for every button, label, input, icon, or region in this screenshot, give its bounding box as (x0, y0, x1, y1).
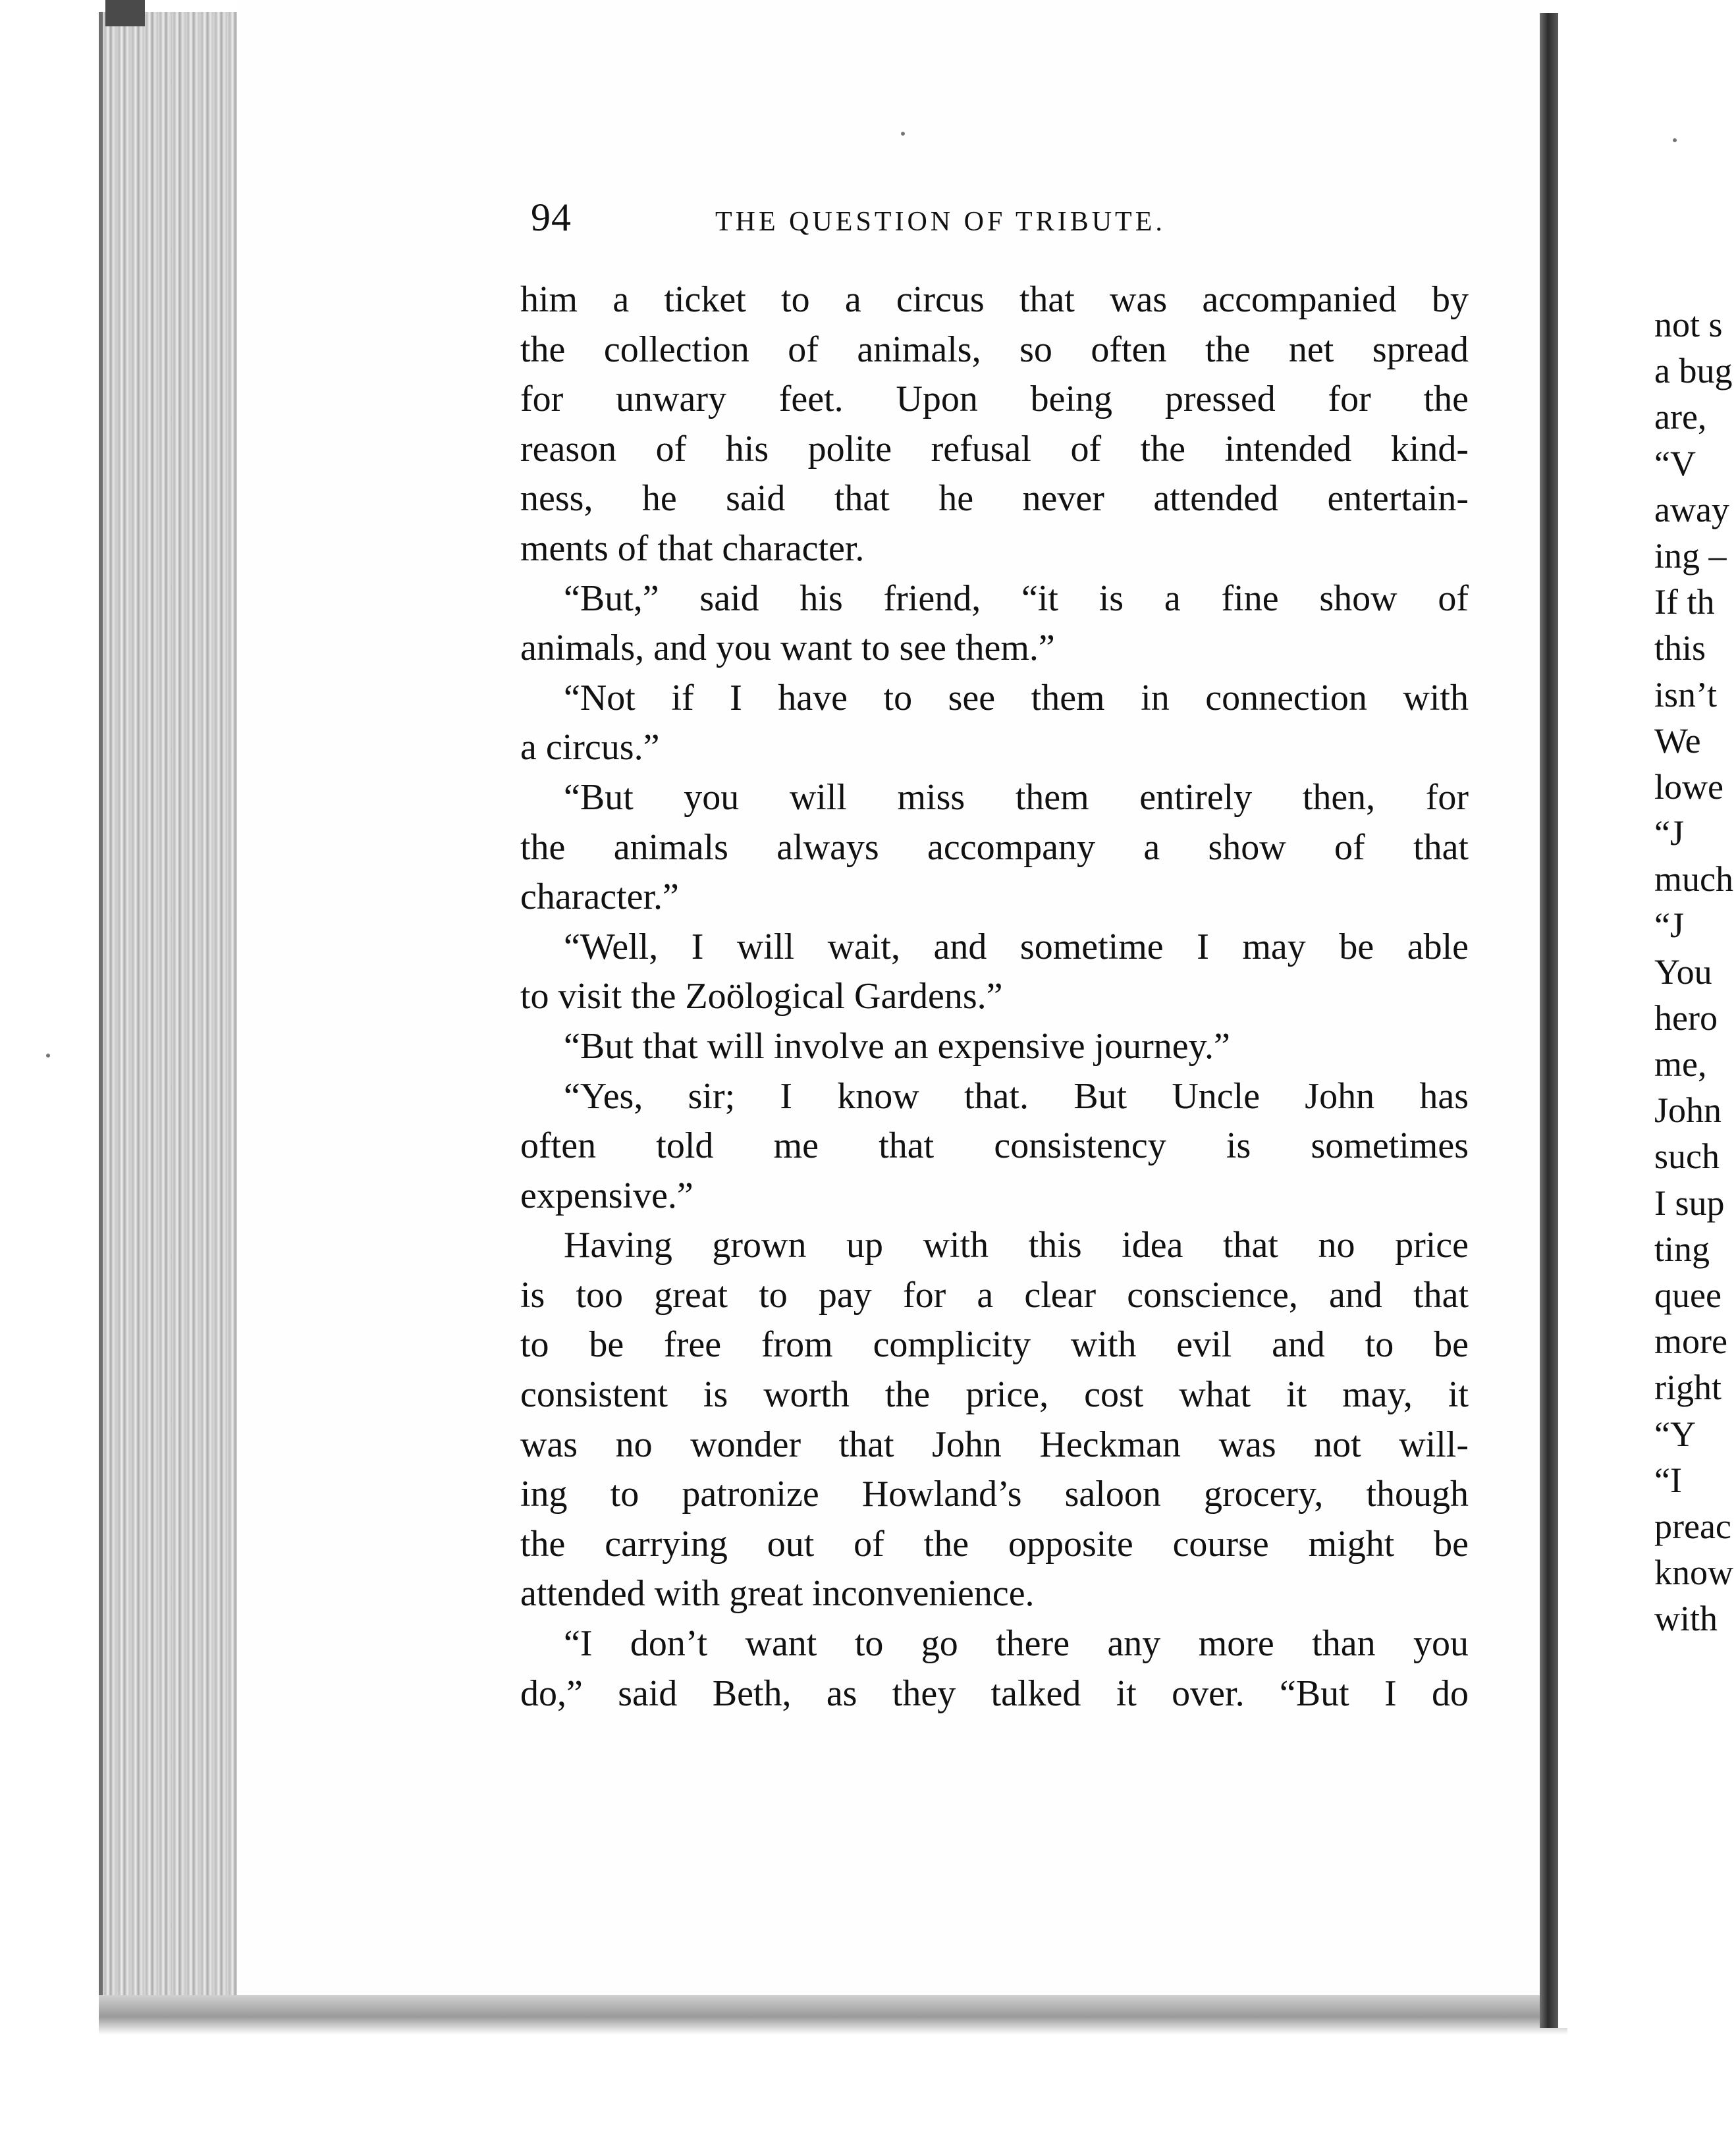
text-line: was no wonder that John Heckman was not will- (520, 1424, 1469, 1465)
book-corner (105, 0, 145, 26)
text-line: ments of that character. (520, 527, 865, 569)
text-fragment: such (1654, 1137, 1720, 1177)
text-fragment: ing – (1654, 535, 1727, 576)
text-fragment: me, (1654, 1044, 1707, 1084)
text-fragment: John (1654, 1090, 1722, 1131)
text-line: attended with great inconvenience. (520, 1573, 1035, 1615)
text-line: is too great to pay for a clear conscience, and that (520, 1274, 1469, 1316)
text-fragment: lowe (1654, 766, 1723, 807)
text-line: the collection of animals, so often the net spread (520, 329, 1469, 370)
text-line: do,” said Beth, as they talked it over. “But I do (520, 1673, 1469, 1714)
text-line: him a ticket to a circus that was accompanied by (520, 279, 1469, 320)
text-line: character.” (520, 876, 679, 918)
page-bottom-shadow (99, 1995, 1567, 2035)
text-fragment: isn’t (1654, 674, 1718, 714)
text-line: often told me that consistency is sometimes (520, 1125, 1469, 1167)
text-fragment: We (1654, 720, 1701, 761)
text-fragment: this (1654, 628, 1706, 668)
text-line: the carrying out of the opposite course might be (520, 1523, 1469, 1565)
text-line: “Not if I have to see them in connection with (564, 677, 1469, 718)
text-fragment: a bug (1654, 351, 1733, 391)
text-fragment: away (1654, 489, 1729, 529)
text-line: “Well, I will wait, and sometime I may be able (564, 926, 1469, 967)
dust-speck (1673, 138, 1677, 142)
text-fragment: I sup (1654, 1183, 1725, 1223)
text-line: animals, and you want to see them.” (520, 628, 1055, 669)
text-fragment: hero (1654, 998, 1718, 1038)
book-page-edges (99, 12, 241, 2014)
text-fragment: know (1654, 1553, 1733, 1593)
text-fragment: “V (1654, 443, 1696, 483)
text-fragment: right (1654, 1368, 1722, 1408)
text-fragment: “J (1654, 813, 1684, 853)
text-fragment: are, (1654, 397, 1707, 437)
dust-speck (46, 1054, 50, 1058)
text-fragment: “I (1654, 1460, 1682, 1500)
text-line: “I don’t want to go there any more than you (564, 1623, 1469, 1665)
text-fragment: much (1654, 859, 1733, 899)
running-title: THE QUESTION OF TRIBUTE. (715, 207, 1166, 237)
text-line: reason of his polite refusal of the intended kind- (520, 428, 1469, 469)
text-line: to be free from complicity with evil and to be (520, 1324, 1469, 1366)
text-line: a circus.” (520, 727, 660, 768)
text-line: Having grown up with this idea that no price (564, 1225, 1469, 1266)
text-fragment: more (1654, 1322, 1727, 1362)
text-line: “But you will miss them entirely then, for (564, 776, 1469, 818)
text-line: ness, he said that he never attended entertain- (520, 478, 1469, 520)
text-fragment: not s (1654, 305, 1723, 344)
text-line: “Yes, sir; I know that. But Uncle John has (564, 1075, 1469, 1117)
text-line: expensive.” (520, 1175, 693, 1216)
text-line: for unwary feet. Upon being pressed for the (520, 379, 1469, 420)
text-line: the animals always accompany a show of that (520, 826, 1469, 868)
text-line: ing to patronize Howland’s saloon grocery, though (520, 1474, 1469, 1515)
text-line: consistent is worth the price, cost what it may, it (520, 1374, 1469, 1416)
text-fragment: with (1654, 1599, 1718, 1639)
right-page-text-fragments (1654, 302, 1736, 1642)
body-text (520, 275, 1469, 1719)
text-fragment: preac (1654, 1506, 1731, 1546)
text-fragment: “Y (1654, 1414, 1696, 1454)
text-fragment: You (1654, 951, 1712, 992)
running-head (531, 195, 1288, 248)
dust-speck (901, 132, 905, 136)
text-line: “But that will involve an expensive journey.” (564, 1025, 1230, 1067)
text-fragment: ting (1654, 1229, 1710, 1269)
book-gutter (1540, 13, 1558, 2028)
text-fragment: quee (1654, 1275, 1722, 1315)
text-fragment: If th (1654, 582, 1715, 622)
page-number: 94 (531, 196, 572, 239)
text-line: “But,” said his friend, “it is a fine show of (564, 577, 1469, 619)
text-line: to visit the Zoölogical Gardens.” (520, 976, 1003, 1017)
text-fragment: “J (1654, 905, 1684, 946)
